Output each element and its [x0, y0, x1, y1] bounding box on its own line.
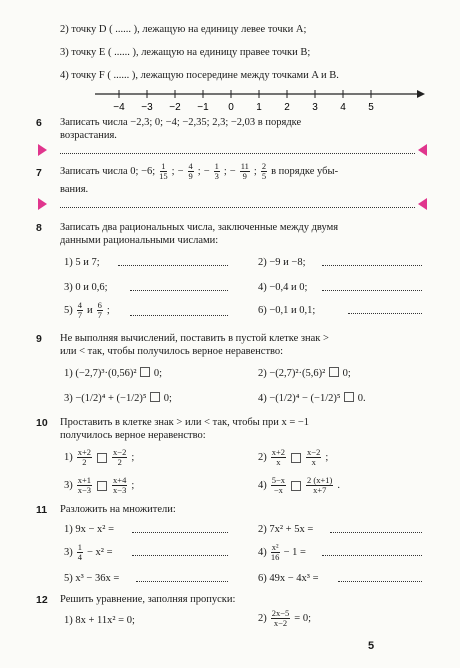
- answer-line[interactable]: [132, 531, 228, 533]
- task-8-text: Записать два рациональных числа, заключенные между двумя: [60, 222, 339, 233]
- task-8-number: 8: [36, 222, 42, 234]
- task-8-item-2: 2) −9 и −8;: [258, 257, 306, 268]
- answer-line[interactable]: [348, 312, 422, 314]
- task-11-text: Разложить на множители:: [60, 504, 176, 515]
- answer-line-6[interactable]: [60, 145, 415, 154]
- task-8-text2: данными рациональными числами:: [60, 235, 219, 246]
- task-10-item-2: 2) $\frac{x+2}{x}$ $\frac{x-2}{x}$ ;: [258, 447, 329, 467]
- task-8-item-5: 5) $\frac{4}{7}$ и $\frac{6}{7}$ ;: [64, 300, 110, 320]
- item-4: 4) точку F ( ...... ), лежащую посередине между точками A и B.: [60, 70, 339, 81]
- answer-box[interactable]: [291, 481, 301, 491]
- item-2: 2) точку D ( ...... ), лежащую на единицу левее точки A;: [60, 24, 307, 35]
- tick-label: 3: [312, 102, 318, 113]
- task-10-text2: получилось верное неравенство:: [60, 430, 206, 441]
- right-marker-icon: [418, 198, 427, 210]
- task-10-item-1: 1) $\frac{x+2}{2}$ $\frac{x-2}{2}$ ;: [64, 447, 135, 467]
- answer-box[interactable]: [140, 367, 150, 377]
- task-11-item-5: 5) x³ − 36x =: [64, 573, 120, 584]
- answer-box[interactable]: [97, 453, 107, 463]
- task-12-number: 12: [36, 594, 48, 606]
- item-3: 3) точку E ( ...... ), лежащую на единицу правее точки B;: [60, 47, 311, 58]
- answer-line[interactable]: [130, 314, 228, 316]
- number-line: [95, 88, 425, 114]
- answer-line-7[interactable]: [60, 199, 415, 208]
- task-12-item-2: 2) $\frac{2x-5}{x-2}$ = 0;: [258, 608, 312, 628]
- task-9-item-4: 4) −(1/2)⁴ − (−1/2)⁵ 0.: [258, 393, 366, 404]
- answer-line[interactable]: [132, 554, 228, 556]
- task-7-number: 7: [36, 167, 42, 179]
- answer-line[interactable]: [322, 554, 422, 556]
- task-11-number: 11: [36, 504, 48, 516]
- tick-label: −3: [141, 102, 153, 113]
- task-9-number: 9: [36, 333, 42, 345]
- tick-label: 1: [256, 102, 262, 113]
- left-marker-icon: [38, 198, 47, 210]
- task-12-item-1: 1) 8x + 11x² = 0;: [64, 615, 135, 626]
- task-7-text2: вания.: [60, 184, 89, 195]
- task-10-number: 10: [36, 417, 48, 429]
- task-8-item-1: 1) 5 и 7;: [64, 257, 100, 268]
- tick-label: −1: [197, 102, 209, 113]
- task-10-item-3: 3) $\frac{x+1}{x-3}$ $\frac{x+4}{x-3}$ ;: [64, 475, 135, 495]
- task-11-item-2: 2) 7x² + 5x =: [258, 524, 314, 535]
- task-9-text: Не выполняя вычислений, поставить в пустой клетке знак >: [60, 333, 329, 344]
- task-9-item-2: 2) −(2,7)²·(5,6)² 0;: [258, 368, 351, 379]
- tick-label: −4: [113, 102, 125, 113]
- task-6-text2: возрастания.: [60, 130, 117, 141]
- answer-line[interactable]: [322, 289, 422, 291]
- answer-line[interactable]: [338, 580, 422, 582]
- task-11-item-1: 1) 9x − x² =: [64, 524, 114, 535]
- task-6-number: 6: [36, 117, 42, 129]
- answer-line[interactable]: [330, 531, 422, 533]
- answer-box[interactable]: [150, 392, 160, 402]
- answer-line[interactable]: [136, 580, 228, 582]
- page-number: 5: [368, 640, 375, 652]
- right-marker-icon: [418, 144, 427, 156]
- task-11-item-4: 4) $\frac{\text{x²}}{16}$ − 1 =: [258, 542, 306, 562]
- tick-label: 4: [340, 102, 346, 113]
- task-10-text: Проставить в клетке знак > или < так, чтобы при x = −1: [60, 417, 310, 428]
- answer-box[interactable]: [329, 367, 339, 377]
- tick-label: 0: [228, 102, 234, 113]
- answer-line[interactable]: [322, 264, 422, 266]
- answer-line[interactable]: [130, 289, 228, 291]
- task-12-text: Решить уравнение, заполняя пропуски:: [60, 594, 236, 605]
- tick-label: 5: [368, 102, 374, 113]
- task-7-text: Записать числа 0; −6; $\frac{1}{15}$ ; − $\frac{4}{9}$ ; − $\frac{1}{3}$ ; − $\frac{11}{9}$ ; $\frac{2}{5}$ в порядке убы-: [60, 161, 339, 181]
- tick-label: −2: [169, 102, 181, 113]
- answer-box[interactable]: [97, 481, 107, 491]
- task-9-item-1: 1) (−2,7)³·(0,56)² 0;: [64, 368, 162, 379]
- task-8-item-4: 4) −0,4 и 0;: [258, 282, 308, 293]
- task-11-item-6: 6) 49x − 4x³ =: [258, 573, 319, 584]
- task-11-item-3: 3) $\frac{1}{4}$ − x² =: [64, 542, 113, 562]
- task-8-item-6: 6) −0,1 и 0,1;: [258, 305, 316, 316]
- task-10-item-4: 4) $\frac{5-x}{-x}$ $\frac{2 (x+1)}{x+7}$ .: [258, 475, 341, 495]
- left-marker-icon: [38, 144, 47, 156]
- answer-box[interactable]: [291, 453, 301, 463]
- task-8-item-3: 3) 0 и 0,6;: [64, 282, 108, 293]
- task-9-item-3: 3) −(1/2)⁴ + (−1/2)⁵ 0;: [64, 393, 172, 404]
- task-6-text: Записать числа −2,3; 0; −4; −2,35; 2,3; −2,03 в порядке: [60, 117, 302, 128]
- tick-label: 2: [284, 102, 290, 113]
- answer-box[interactable]: [344, 392, 354, 402]
- answer-line[interactable]: [118, 264, 228, 266]
- task-9-text2: или < так, чтобы получилось верное неравенство:: [60, 346, 284, 357]
